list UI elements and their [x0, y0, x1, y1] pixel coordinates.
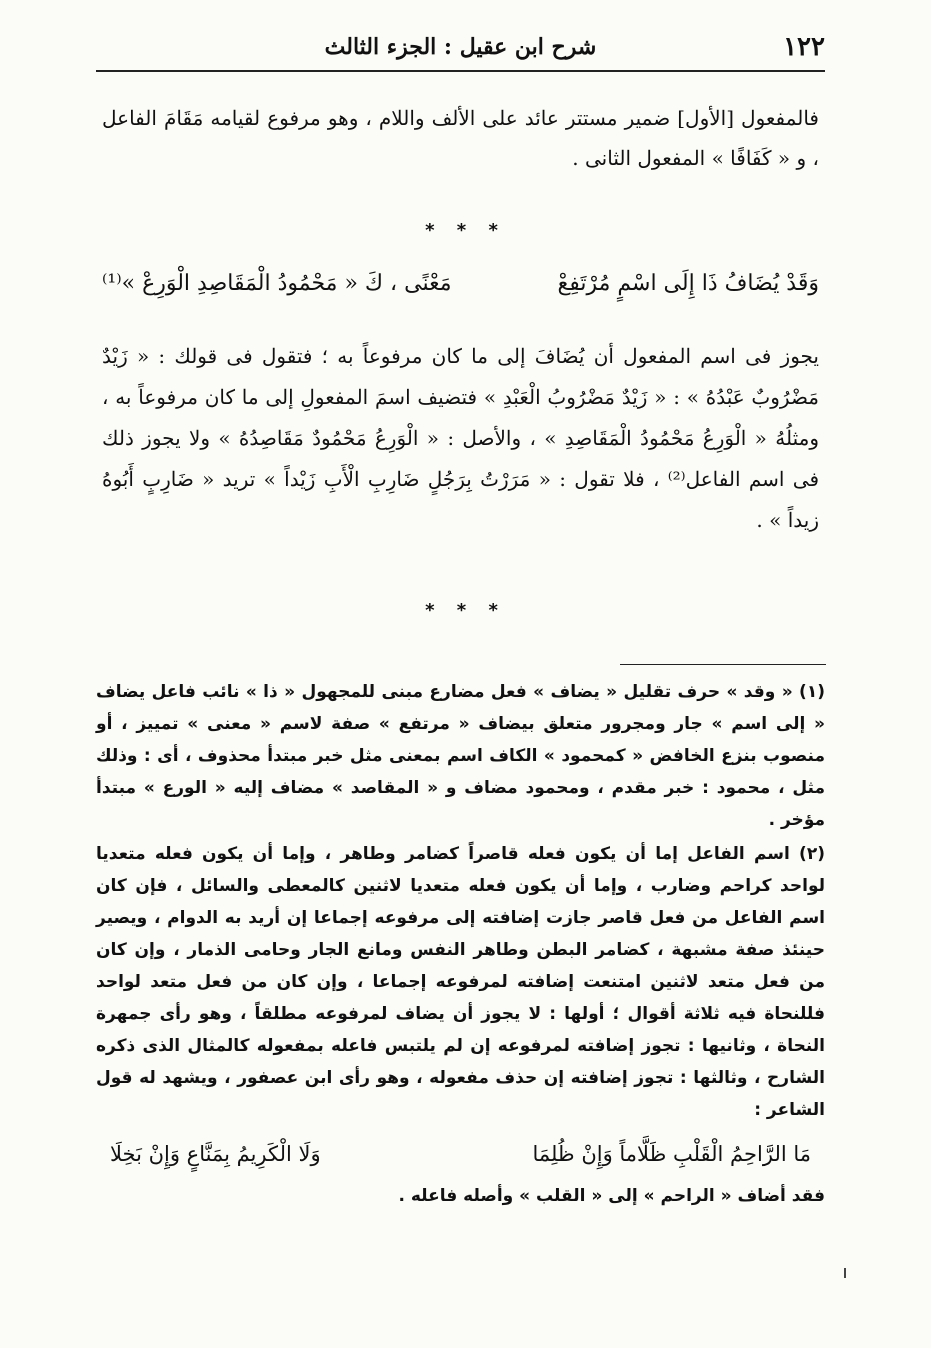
footnote-verse-first: مَا الرَّاحِمُ الْقَلْبِ ظَلَّاماً وَإِنْ ظُلِمَا: [532, 1142, 811, 1166]
footnote-verse: [110, 1130, 811, 1178]
margin-mark: [844, 1268, 846, 1278]
alfiyya-verse: [102, 262, 819, 306]
page-header: [96, 30, 825, 70]
verse-first-hemistich: وَقَدْ يُضَافُ ذَا إِلَى اسْمٍ مُرْتَفِعْ: [557, 271, 819, 296]
footnotes: [96, 676, 825, 1214]
verse-second-hemistich: مَعْنًى ، كَ « مَحْمُودُ الْمَقَاصِدِ الْوَرِعْ »⁽¹⁾: [102, 271, 452, 296]
running-title: شرح ابن عقيل : الجزء الثالث: [324, 34, 597, 60]
footnote-verse-second: وَلَا الْكَرِيمُ بِمَنَّاعٍ وَإِنْ بَخِلَا: [110, 1142, 321, 1166]
page-number: ١٢٢: [783, 32, 825, 62]
section-separator-2: * * *: [425, 600, 506, 621]
commentary-paragraph: يجوز فى اسم المفعول أن يُضَافَ إلى ما كان مرفوعاً به ؛ فتقول فى قولك : « زَيْدٌ مَضْرُوبٌ عَبْدُهُ » : « زَيْدٌ مَضْرُوبُ الْعَبْدِ » فتضيف اسمَ المفعولِ إلى ما كان مرفوعاً به ، ومثلُهُ « الْوَرِعُ مَحْمُودُ الْمَقَاصِدِ » ، والأصل : « الْوَرِعُ مَحْمُودٌ مَقَاصِدُهُ » ولا يجوز ذلك فى اسم الفاعل⁽²⁾ ، فلا تقول : « مَرَرْتُ بِرَجُلٍ ضَارِبِ الْأَبِ زَيْداً » تريد « ضَارِبٍ أَبُوهُ زيداً » .: [102, 344, 819, 532]
paragraph-continuation: فالمفعول [الأول] ضمير مستتر عائد على الألف واللام ، وهو مرفوع لقيامه مَقَامَ الفاعل ، و « كَفَافًا » المفعول الثانى .: [102, 106, 819, 170]
footnote-1: (١) « وقد » حرف تقليل « يضاف » فعل مضارع مبنى للمجهول « ذا » نائب فاعل يضاف « إلى اسم » جار ومجرور متعلق بيضاف « مرتفع » صفة لاسم « معنى » تمييز ، أو منصوب بنزع الخافض « كمحمود » الكاف اسم بمعنى مثل خبر مبتدأ محذوف ، أى : وذلك مثل ، محمود : خبر مقدم ، ومحمود مضاف و « المقاصد » مضاف إليه « الورع » مبتدأ مؤخر .: [96, 682, 825, 830]
header-rule: [96, 70, 825, 72]
footnote-2: (٢) اسم الفاعل إما أن يكون فعله قاصراً كضامر وطاهر ، وإما أن يكون فعله متعديا لواحد كراحم وضارب ، وإما أن يكون فعله متعديا لاثنين كالمعطى والسائل ، فإن كان اسم الفاعل من فعل قاصر جازت إضافته إلى مرفوعه إجماعا إن أريد به الدوام ، ويصير حينئذ صفة مشبهة ، كضامر البطن وطاهر النفس ومانع الجار وحامى الذمار ، وإن كان من فعل متعد لاثنين امتنعت إضافته لمرفوعه إجماعا ، وإن كان من فعل متعد لواحد فللنحاة فيه ثلاثة أقوال ؛ أولها : لا يجوز أن يضاف لمرفوعه مطلقاً ، وهو رأى جمهرة النحاة ، وثانيها : تجوز إضافته لمرفوعه إن لم يلتبس فاعله بمفعوله كالمثال الذى ذكره الشارح ، وثالثها : تجوز إضافته إن حذف مفعوله ، وهو رأى ابن عصفور ، ويشهد له قول الشاعر :: [96, 844, 825, 1120]
footnote-rule: [620, 664, 826, 665]
footnote-closing: فقد أضاف « الراحم » إلى « القلب » وأصله فاعله .: [398, 1186, 825, 1206]
section-separator: * * *: [425, 220, 506, 241]
